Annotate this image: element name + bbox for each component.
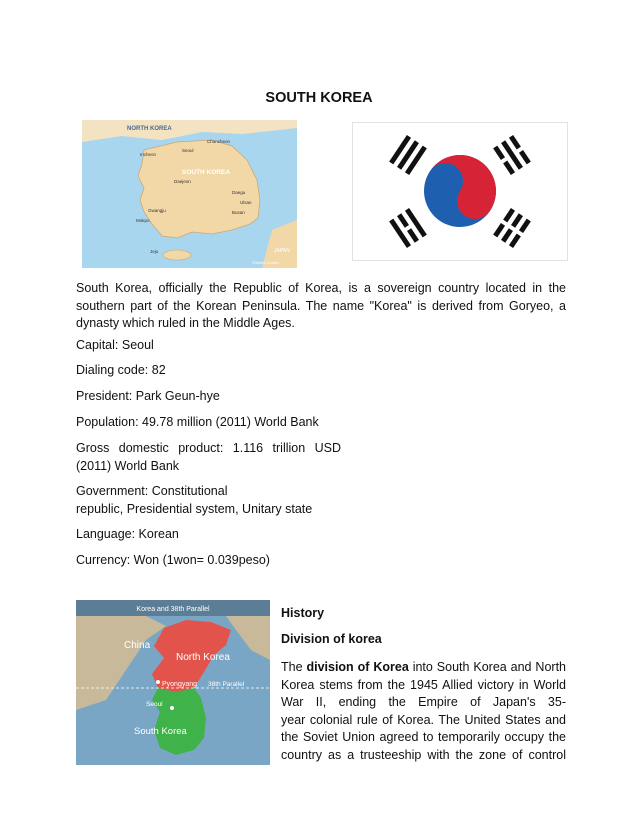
intro-line: southern part of the Korean Peninsula. The name "Korea" is derived from Goryeo, a [76, 298, 566, 313]
map1-japan-label: JAPAN [274, 248, 290, 254]
map2-parallel-label: 38th Parallel [208, 681, 245, 688]
map1-north-korea-label: NORTH KOREA [127, 126, 172, 132]
intro-line: dynasty which ruled in the Middle Ages. [76, 316, 295, 330]
map2-pyongyang-label: Pyongyang [162, 681, 198, 688]
map2-seoul-label: Seoul [146, 701, 163, 708]
history-subheading-text: Division of korea [281, 632, 382, 646]
south-korea-map-graphic [82, 120, 297, 268]
history-paragraph [281, 659, 566, 764]
history-lead-bold: division of Korea [306, 660, 409, 674]
intro-paragraph [76, 280, 566, 333]
map1-city-gwangju: Gwangju [148, 208, 166, 213]
map1-city-incheon: Incheon [140, 152, 157, 157]
map1-city-mokpo: Mokpo [136, 218, 150, 223]
map2-north-korea-label: North Korea [176, 652, 230, 663]
map1-city-daegu: Daegu [232, 190, 246, 195]
history-line: year colonial rule of Korea. The United States and [281, 712, 566, 727]
history-subheading [281, 631, 566, 649]
fact-government-line2: republic, Presidential system, Unitary state [76, 501, 313, 516]
map1-city-seoul: Seoul [182, 148, 194, 153]
fact-government-line1: Government: Constitutional [76, 484, 228, 498]
fact-capital: Capital: Seoul [76, 338, 154, 352]
fact-language: Language: Korean [76, 527, 179, 541]
map2-banner: Korea and 38th Parallel [136, 606, 210, 613]
south-korea-flag [352, 122, 568, 261]
map1-city-chuncheon: Chuncheon [207, 139, 231, 144]
fact-dialing-code: Dialing code: 82 [76, 363, 166, 377]
history-line: Korea stems from the 1945 Allied victory in World [281, 677, 566, 692]
fact-population: Population: 49.78 million (2011) World Bank [76, 415, 319, 429]
map2-china-label: China [124, 640, 151, 651]
history-line: the Soviet Union agreed to temporarily occupy the [281, 730, 566, 744]
history-lead-b: into South Korea and North [408, 660, 566, 674]
fact-gdp-line1: Gross domestic product: 1.116 trillion USD [76, 441, 341, 455]
history-lead-a: The [281, 660, 307, 674]
fact-president: President: Park Geun-hye [76, 389, 220, 403]
history-heading-text: History [281, 606, 325, 620]
korea-38th-parallel-map [76, 600, 270, 765]
south-korea-map [82, 120, 297, 268]
history-line: War II, ending the Empire of Japan's 35- [281, 695, 566, 709]
history-heading [281, 605, 566, 623]
history-line [281, 659, 566, 677]
map1-credit: ©World Guides [252, 260, 280, 265]
fact-gdp [76, 440, 341, 475]
map1-city-busan: Busan [232, 210, 245, 215]
korea-38th-parallel-map-graphic [76, 600, 270, 765]
south-korea-flag-graphic [353, 123, 567, 260]
map1-south-korea-label: SOUTH KOREA [182, 169, 231, 176]
map2-south-korea-label: South Korea [134, 726, 187, 737]
map1-city-jeju: Jeju [150, 249, 159, 254]
map1-city-ulsan: Ulsan [240, 200, 252, 205]
intro-line: South Korea, officially the Republic of Korea, is a sovereign country located in the [76, 281, 566, 295]
fact-government [76, 483, 566, 518]
fact-currency: Currency: Won (1won= 0.039peso) [76, 553, 270, 567]
map1-city-daejeon: Daejeon [174, 179, 191, 184]
fact-gdp-line2: (2011) World Bank [76, 458, 180, 473]
history-line: country as a trusteeship with the zone of control [281, 747, 566, 762]
page-title: SOUTH KOREA [265, 90, 373, 106]
